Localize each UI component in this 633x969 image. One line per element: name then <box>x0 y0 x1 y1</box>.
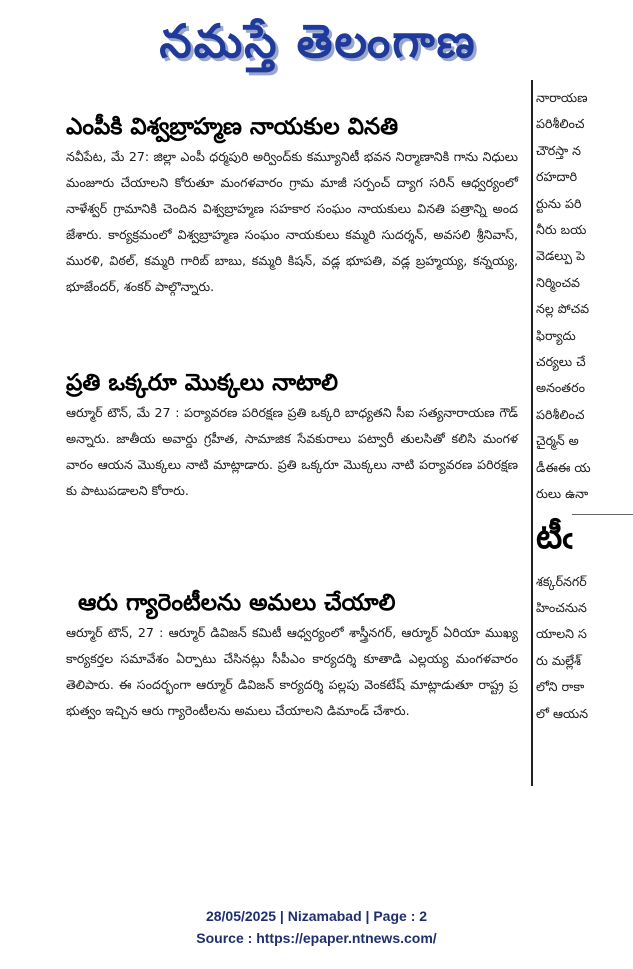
clipped-text-line: ఫిర్యాదు <box>536 327 576 343</box>
clipped-text-line: వెడల్పు పె <box>536 248 586 264</box>
clipped-text-line: లో ఆయన <box>536 705 589 721</box>
clipped-text-line: డీఈఈ య <box>536 459 591 475</box>
clipped-text-line: నీరు బయ <box>536 222 587 238</box>
article-body: నవీపేట, మే 27: జిల్లా ఎంపీ ధర్మపురి అర్వింద్‌కు కమ్యూనిటీ భవన నిర్మాణానికి గాను నిధులు మంజూరు చేయాలని కోరుతూ మంగళవారం గ్రామ మాజీ సర్పంచ్ ద్యాగ సరిన్ ఆధ్వర్యంలో నాళేశ్వర్ గ్రామానికి చెందిన విశ్వబ్రాహ్మణ సహకార సంఘం నాయకులు వినతి పత్రాన్ని అందజేశారు. కార్యక్రమంలో విశ్వబ్రాహ్మణ సంఘం నాయకులు కమ్మరి సుదర్శన్, అవసలి శ్రీనివాస్, మురళి, విఠల్, కమ్మరి గారిబ్ బాబు, కమ్మరి కిషన్, వడ్ల భూపతి, వడ్ల బ్రహ్మయ్య, కన్నయ్య, భూజేందర్, శంకర్ పాల్గొన్నారు. <box>66 149 518 294</box>
clipped-text-line: పరిశీలించ <box>536 406 585 422</box>
article-six-guarantees <box>66 586 518 724</box>
footer-date-edition: 28/05/2025 | Nizamabad | Page : 2 <box>205 908 428 924</box>
clipped-text-line: నిర్మించవ <box>536 274 581 290</box>
article-plant-saplings <box>66 366 518 504</box>
footer-source: Source : https://epaper.ntnews.com/ <box>196 930 437 946</box>
clipped-text-line: చైర్మన్ అ <box>536 433 579 449</box>
adjacent-column-clip <box>536 85 633 727</box>
clipped-text-line: అనంతరం <box>536 380 585 396</box>
clipped-text-line: రహదారి <box>536 169 578 185</box>
newspaper-masthead: నమస్తే తెలంగాణ <box>159 14 477 68</box>
clipped-text-line: శక్కర్‌నగర్ <box>536 573 587 589</box>
article-headline: ఆరు గ్యారెంటీలను అమలు చేయాలి <box>78 590 396 616</box>
article-headline: ప్రతి ఒక్కరూ మొక్కలు నాటాలి <box>66 370 338 396</box>
clipped-text-line: చర్యలు చే <box>536 354 586 370</box>
clipped-text-line: చౌరస్తా న <box>536 142 582 158</box>
clipped-text-line: పరిశీలించ <box>536 116 585 132</box>
clipped-headline: టీఁ <box>536 516 573 557</box>
article-headline: ఎంపీకి విశ్వబ్రాహ్మణ నాయకుల వినతి <box>66 114 399 140</box>
article-body: ఆర్మూర్ టౌన్, 27 : ఆర్మూర్ డివిజన్ కమిటీ ఆధ్వర్యంలో శాస్త్రీనగర్, ఆర్మూర్ ఏరియా ముఖ్యకార్యకర్తల సమావేశం ఏర్పాటు చేసినట్లు సీపీఎం కార్యదర్శి కూతాడి ఎల్లయ్య మంగళవారం తెలిపారు. ఈ సందర్భంగా ఆర్మూర్ డివిజన్ కార్యదర్శి పల్లపు వెంకటేష్ మాట్లాడుతూ రాష్ట్ర ప్రభుత్వం ఇచ్చిన ఆరు గ్యారెంటీలను అమలు చేయాలని డిమాండ్ చేశారు. <box>66 625 518 718</box>
article-mp-petition <box>66 110 518 300</box>
clipped-text-line: నల్ల పోచవ <box>536 301 590 317</box>
clipped-text-line: యాలని స <box>536 626 587 642</box>
clipped-text-line: లోని రాకా <box>536 679 585 695</box>
clipped-text-line: రులు ఉనా <box>536 486 589 502</box>
article-body: ఆర్మూర్ టౌన్, మే 27 : పర్యావరణ పరిరక్షణ ప్రతి ఒక్కరి బాధ్యతని సీఐ సత్యనారాయణ గౌడ్ అన్నారు. జాతీయ అవార్డు గ్రహీత, సామాజిక సేవకురాలు పట్వారీ తులసితో కలిసి మంగళవారం ఆయన మొక్కలు నాటి మాట్లాడారు. ప్రతి ఒక్కరూ మొక్కలు నాటి పర్యావరణ పరిరక్షణకు పాటుపడాలని కోరారు. <box>66 405 518 498</box>
clipped-text-line: నారాయణ <box>536 90 588 105</box>
clipped-text-line: రు మల్లేశ్ <box>536 652 582 668</box>
clipped-text-line: ర్టును పరి <box>536 195 582 211</box>
column-divider <box>531 80 533 786</box>
clipped-text-line: హించనున <box>536 599 587 615</box>
